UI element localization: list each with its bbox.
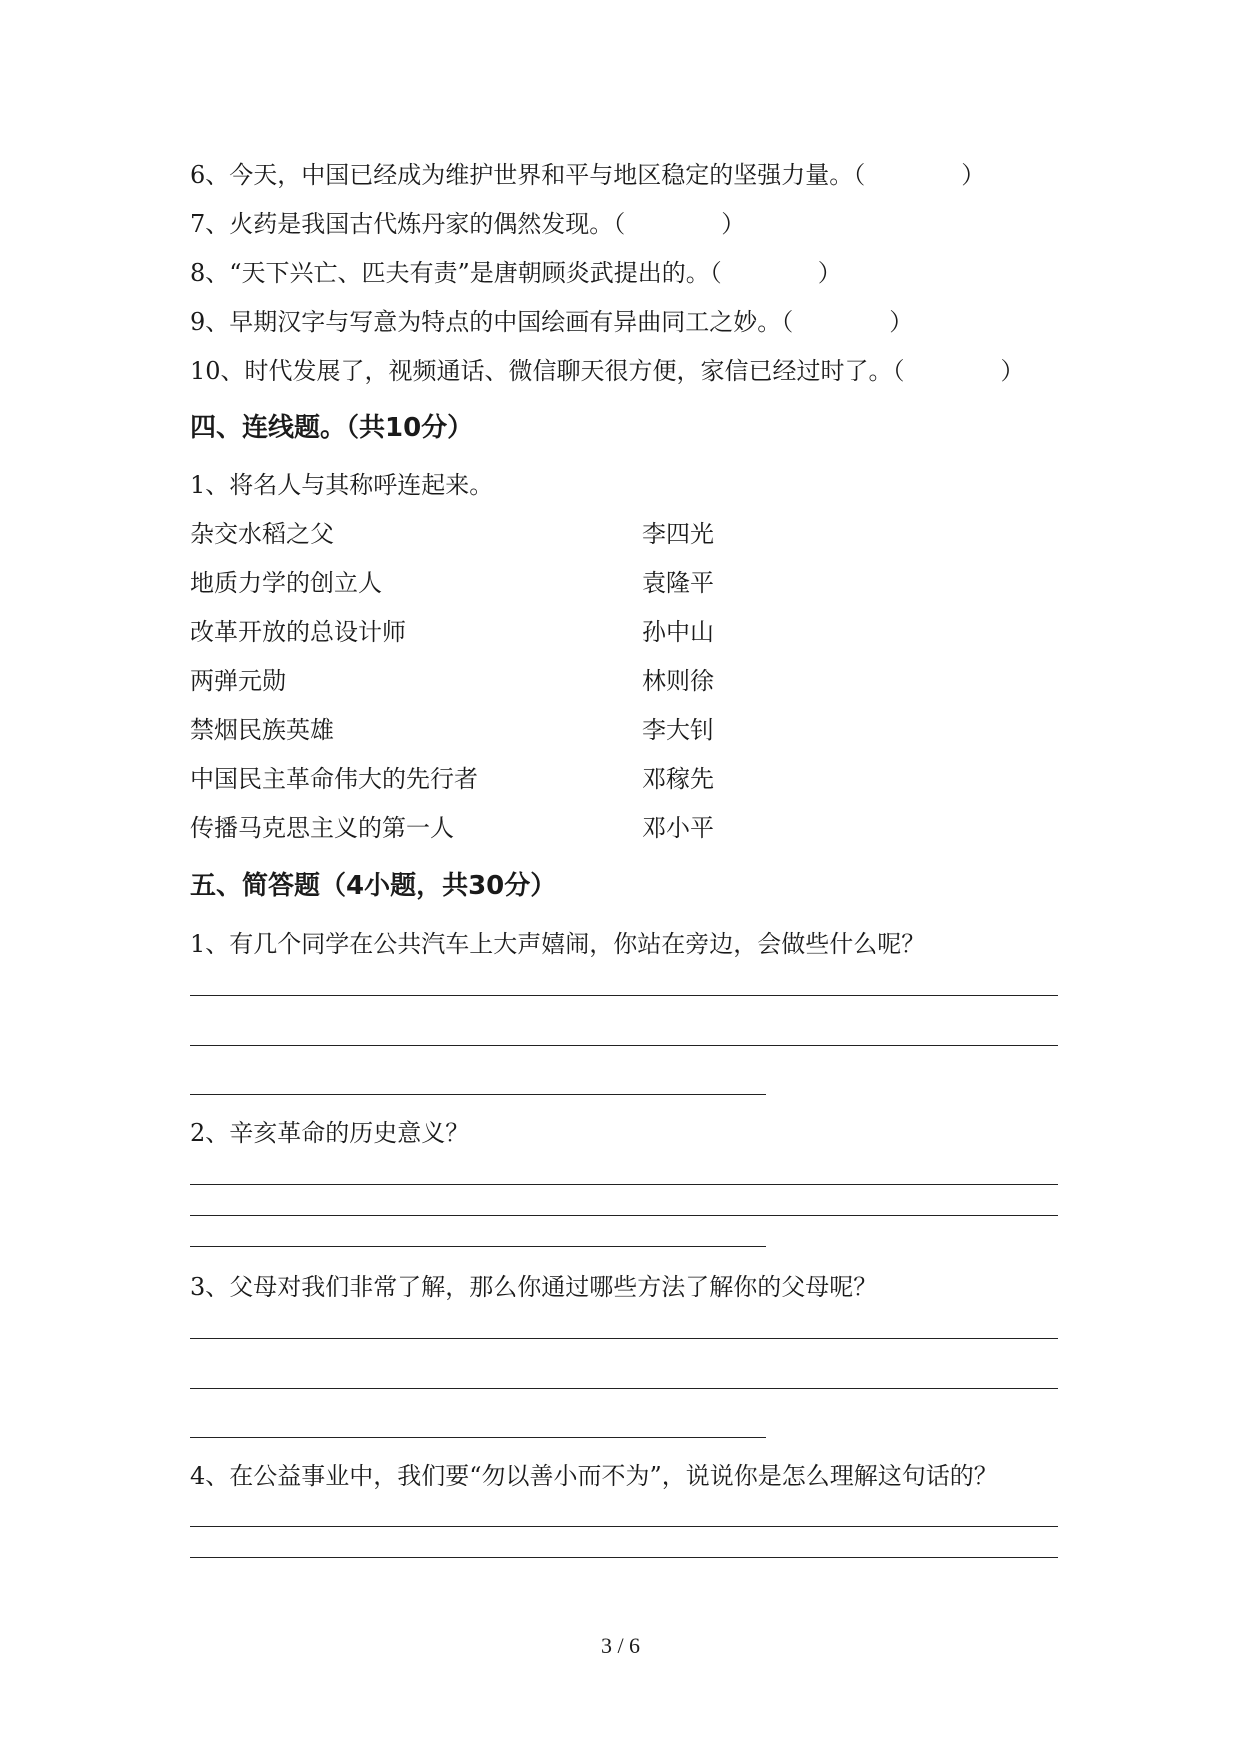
judgment-item-6: 6、今天，中国已经成为维护世界和平与地区稳定的坚强力量。（ ） (190, 161, 986, 189)
judgment-item-10: 10、时代发展了，视频通话、微信聊天很方便，家信已经过时了。（ ） (190, 357, 1025, 385)
matching-left-item: 禁烟民族英雄 (190, 716, 334, 744)
matching-right-item: 邓稼先 (642, 765, 714, 793)
answer-line (190, 1094, 766, 1095)
answer-line (190, 1215, 1058, 1216)
matching-left-item: 传播马克思主义的第一人 (190, 814, 454, 842)
judgment-item-8: 8、“天下兴亡、匹夫有责”是唐朝顾炎武提出的。（ ） (190, 259, 842, 287)
matching-right-item: 孙中山 (642, 618, 714, 646)
answer-line (190, 995, 1058, 996)
short-answer-question-3: 3、父母对我们非常了解，那么你通过哪些方法了解你的父母呢？ (190, 1273, 878, 1301)
judgment-item-9: 9、早期汉字与写意为特点的中国绘画有异曲同工之妙。（ ） (190, 308, 914, 336)
answer-line (190, 1557, 1058, 1558)
answer-line (190, 1045, 1058, 1046)
answer-line (190, 1437, 766, 1438)
short-answer-question-1: 1、有几个同学在公共汽车上大声嬉闹，你站在旁边，会做些什么呢？ (190, 930, 926, 958)
section-4-heading: 四、连线题。（共10分） (190, 413, 474, 443)
matching-left-item: 中国民主革命伟大的先行者 (190, 765, 478, 793)
matching-left-item: 改革开放的总设计师 (190, 618, 406, 646)
matching-right-item: 袁隆平 (642, 569, 714, 597)
short-answer-question-2: 2、辛亥革命的历史意义？ (190, 1119, 470, 1147)
answer-line (190, 1184, 1058, 1185)
matching-question: 1、将名人与其称呼连起来。 (190, 471, 494, 499)
answer-line (190, 1246, 766, 1247)
matching-right-item: 李大钊 (642, 716, 714, 744)
judgment-item-7: 7、火药是我国古代炼丹家的偶然发现。（ ） (190, 210, 746, 238)
matching-right-item: 邓小平 (642, 814, 714, 842)
page-number: 3 / 6 (600, 1633, 641, 1658)
matching-left-item: 两弹元勋 (190, 667, 286, 695)
answer-line (190, 1388, 1058, 1389)
answer-line (190, 1338, 1058, 1339)
matching-left-item: 杂交水稻之父 (190, 520, 334, 548)
short-answer-question-4: 4、在公益事业中，我们要“勿以善小而不为”，说说你是怎么理解这句话的？ (190, 1462, 998, 1490)
section-5-heading: 五、简答题（4小题，共30分） (190, 871, 557, 901)
matching-left-item: 地质力学的创立人 (190, 569, 382, 597)
answer-line (190, 1526, 1058, 1527)
matching-right-item: 李四光 (642, 520, 714, 548)
matching-right-item: 林则徐 (642, 667, 714, 695)
